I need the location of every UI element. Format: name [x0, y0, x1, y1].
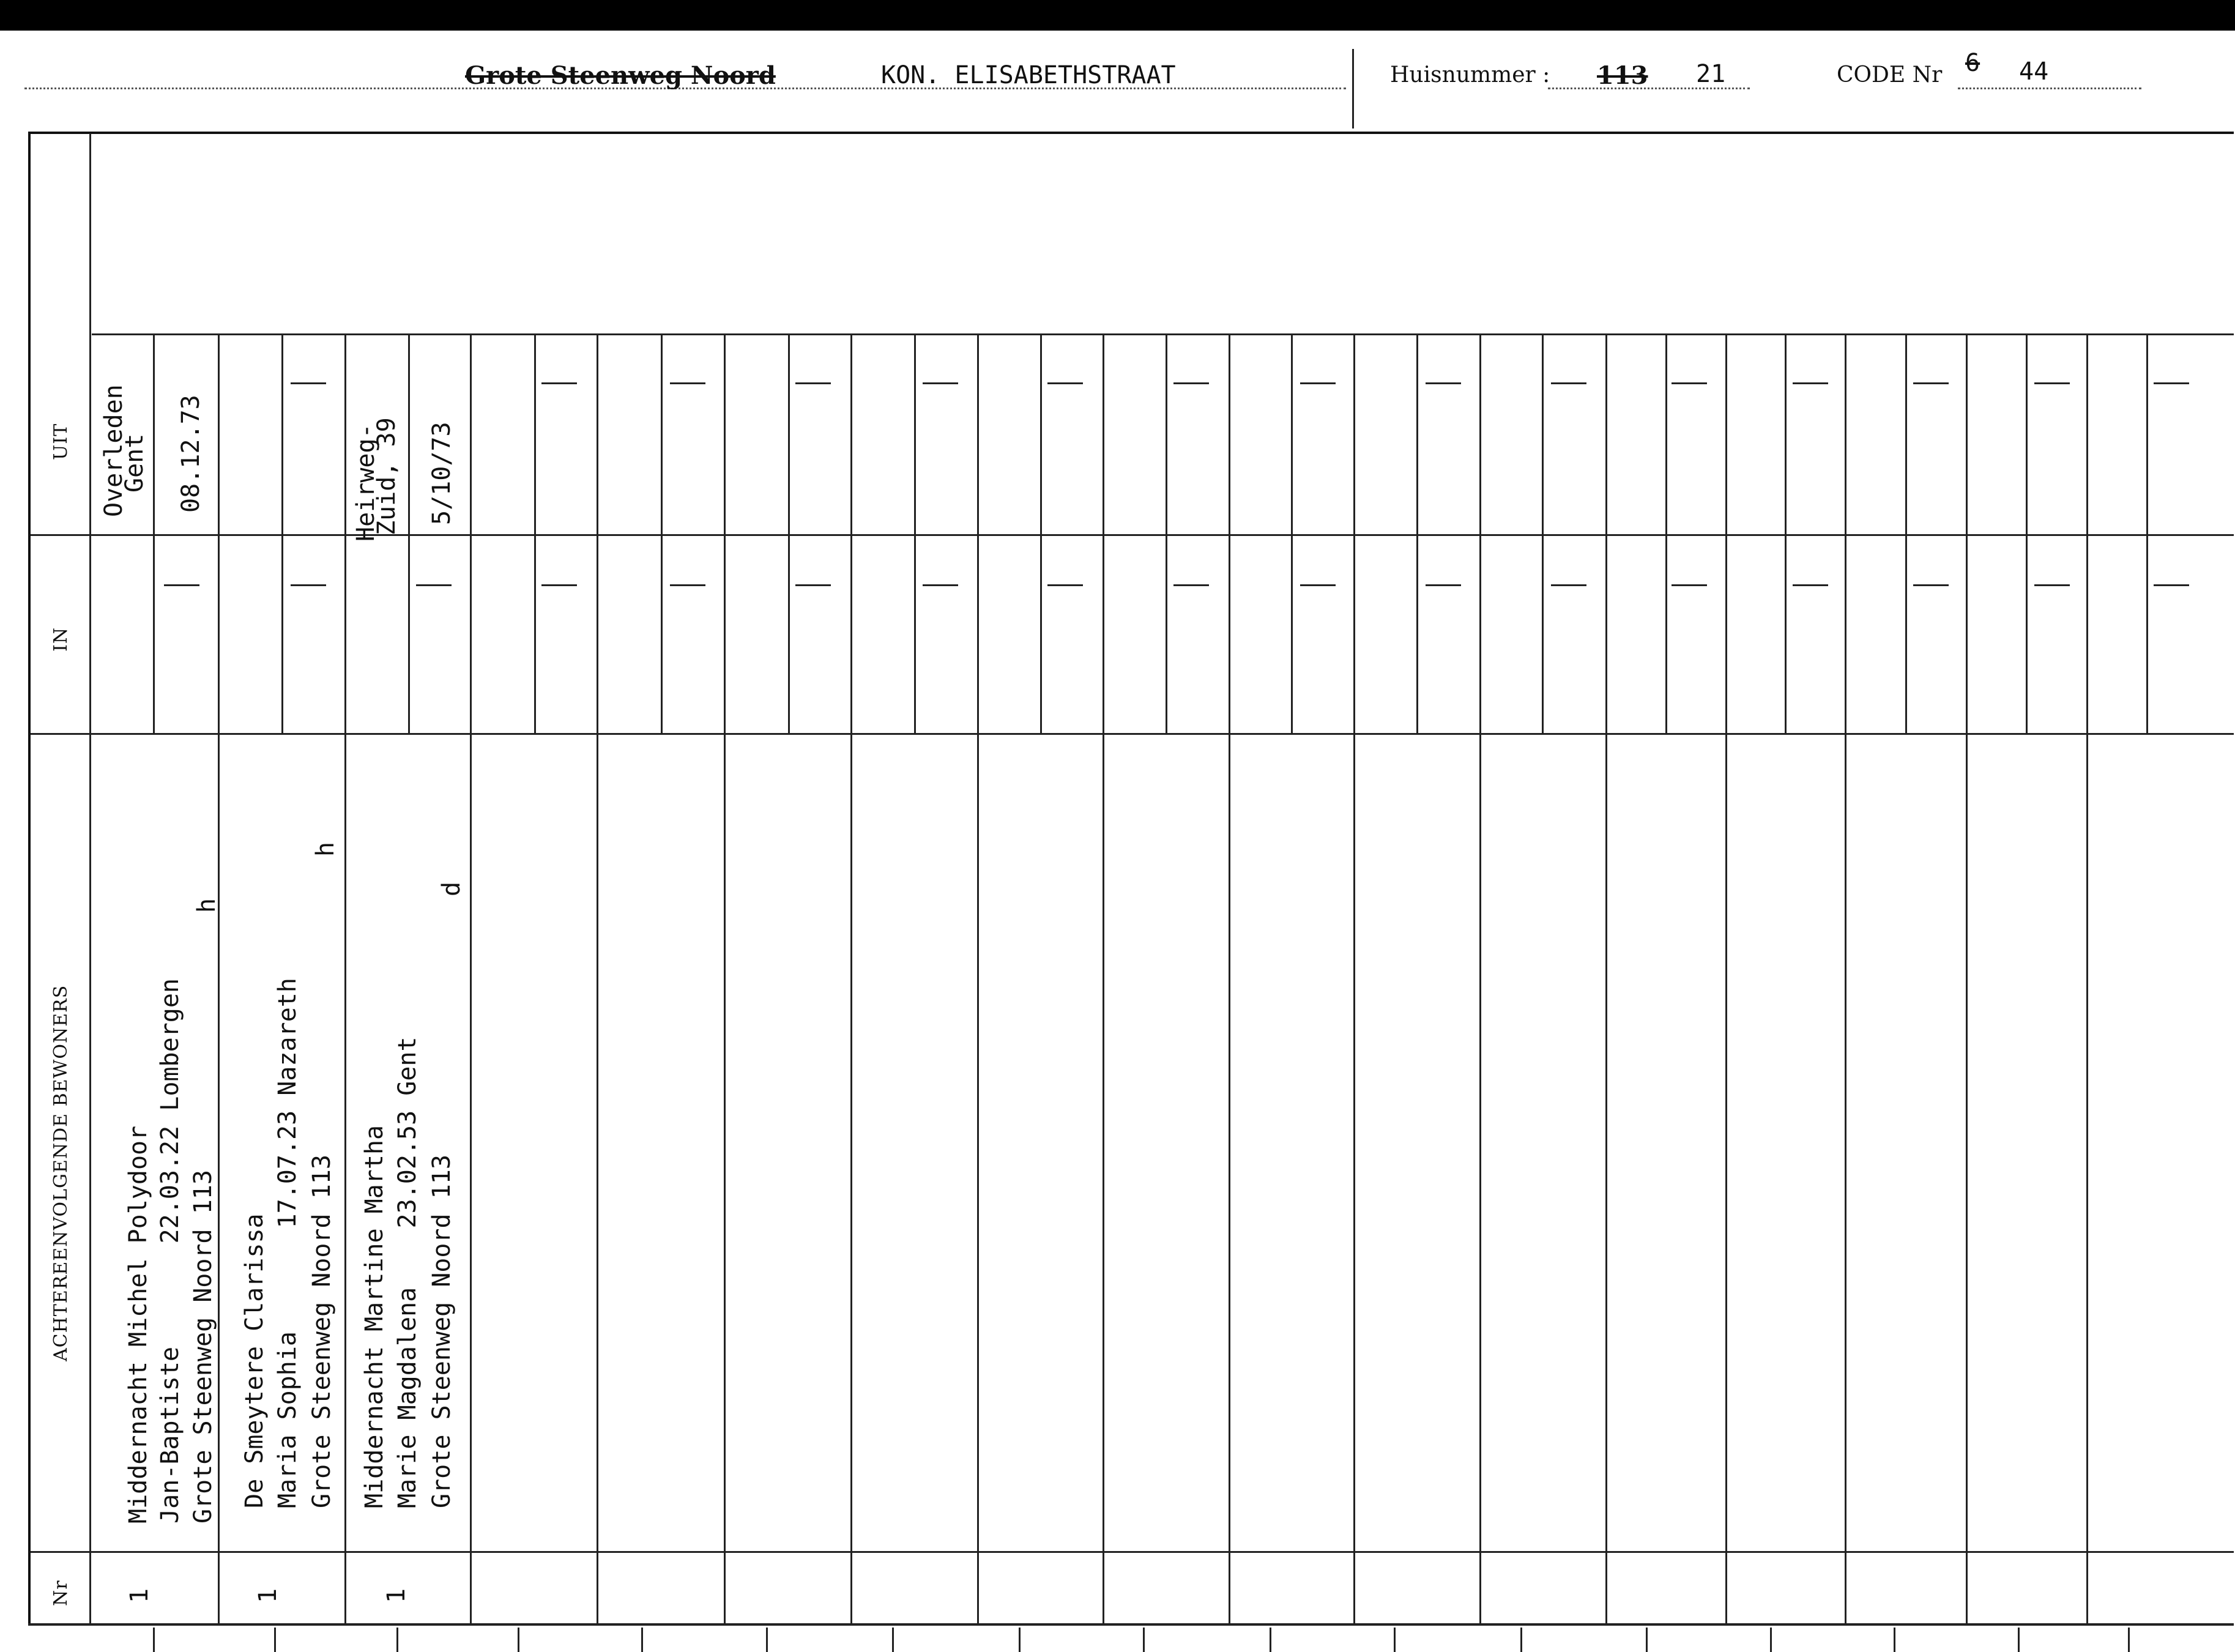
- blank-dash: [923, 382, 958, 384]
- bottom-tick: [1270, 1628, 1271, 1652]
- resident-3-uit-date: 5/10/73: [428, 422, 456, 525]
- blank-dash: [2034, 584, 2070, 586]
- bottom-border: [28, 1623, 2234, 1626]
- col-line: [977, 335, 979, 1624]
- bottom-tick: [892, 1628, 894, 1652]
- header-separator: [1352, 49, 1354, 128]
- label-nr: Nr: [50, 1580, 72, 1606]
- bottom-tick: [1770, 1628, 1772, 1652]
- bottom-tick: [766, 1628, 768, 1652]
- top-border: [0, 0, 2235, 31]
- resident-1-nr: 1: [125, 1588, 154, 1603]
- resident-2-mark: h: [311, 841, 340, 857]
- resident-3-birth: Marie Magdalena 23.02.53 Gent: [393, 1036, 422, 1508]
- blank-dash: [1793, 584, 1828, 586]
- bottom-tick: [1394, 1628, 1396, 1652]
- blank-dash: [795, 584, 831, 586]
- code-old: 6: [1965, 49, 1980, 77]
- row-border-bewoners-nr: [31, 1551, 2234, 1553]
- sub-col-line: [661, 335, 663, 733]
- blank-dash: [1047, 584, 1083, 586]
- resident-1-uit-place-2: Gent: [121, 433, 149, 493]
- blank-dash: [1426, 382, 1461, 384]
- sub-col-line: [1542, 335, 1544, 733]
- bottom-tick: [1143, 1628, 1145, 1652]
- bottom-tick: [2018, 1628, 2020, 1652]
- sub-col-line: [1040, 335, 1042, 733]
- col-line: [1605, 335, 1607, 1624]
- sub-col-line: [1166, 335, 1167, 733]
- resident-3-uit-place-1: Heirweg-: [352, 423, 380, 541]
- col-line: [724, 335, 726, 1624]
- col-line: [1479, 335, 1481, 1624]
- sub-col-line: [1905, 335, 1907, 733]
- col-line: [2086, 335, 2088, 1624]
- blank-dash: [291, 584, 326, 586]
- sub-col-line: [1416, 335, 1418, 733]
- blank-dash: [1047, 382, 1083, 384]
- resident-2-name: De Smeytere Clarissa: [240, 1213, 269, 1508]
- code-label: CODE Nr: [1837, 62, 1943, 87]
- resident-1-uit-place-1: Overleden: [100, 384, 128, 517]
- col-line: [1966, 335, 1968, 1624]
- code-dotline: [1958, 87, 2141, 89]
- sub-col-line: [2146, 335, 2148, 733]
- sub-col-line: [408, 335, 410, 733]
- row-border-top: [92, 333, 2234, 335]
- resident-1-name: Middernacht Michel Polydoor: [124, 1125, 152, 1524]
- bottom-tick: [2128, 1628, 2130, 1652]
- house-old: 113: [1597, 61, 1648, 90]
- blank-dash: [1672, 382, 1707, 384]
- sub-col-line: [534, 335, 536, 733]
- col-line: [1353, 335, 1355, 1624]
- resident-3-name: Middernacht Martine Martha: [360, 1125, 389, 1508]
- sub-col-line: [1665, 335, 1667, 733]
- house-label: Huisnummer :: [1390, 62, 1550, 87]
- sub-col-line: [153, 335, 155, 733]
- resident-1-uit-date: 08.12.73: [177, 395, 205, 513]
- bottom-tick: [518, 1628, 519, 1652]
- sub-col-line: [2026, 335, 2028, 733]
- col-line: [1229, 335, 1230, 1624]
- bottom-tick: [1646, 1628, 1648, 1652]
- resident-3-uit-place-2: Zuid, 39: [373, 417, 401, 535]
- resident-3-nr: 1: [382, 1588, 411, 1603]
- code-new: 44: [2019, 58, 2049, 86]
- bottom-tick: [274, 1628, 276, 1652]
- sub-col-line: [281, 335, 283, 733]
- col-line: [1845, 335, 1846, 1624]
- resident-2-nr: 1: [254, 1588, 282, 1603]
- bottom-tick: [1520, 1628, 1522, 1652]
- sub-col-line: [788, 335, 790, 733]
- col-line: [344, 335, 346, 1624]
- blank-dash: [670, 382, 705, 384]
- blank-dash: [541, 382, 577, 384]
- resident-3-address: Grote Steenweg Noord 113: [428, 1155, 456, 1508]
- resident-1-birth: Jan-Baptiste 22.03.22 Lombergen: [156, 978, 184, 1524]
- house-new: 21: [1696, 60, 1726, 88]
- bottom-tick: [153, 1628, 155, 1652]
- resident-3-mark: d: [437, 881, 466, 896]
- blank-dash: [541, 584, 577, 586]
- blank-dash: [1300, 382, 1336, 384]
- bottom-tick: [1894, 1628, 1895, 1652]
- bottom-tick: [641, 1628, 643, 1652]
- row-border-in-bewoners: [31, 733, 2234, 735]
- blank-dash: [2154, 382, 2189, 384]
- blank-dash: [2034, 382, 2070, 384]
- register-sheet: [28, 132, 2234, 1624]
- blank-dash: [1551, 382, 1586, 384]
- label-bewoners: ACHTEREENVOLGENDE BEWONERS: [50, 984, 72, 1361]
- sub-col-line: [1785, 335, 1787, 733]
- blank-dash: [1913, 382, 1949, 384]
- sub-col-line: [914, 335, 916, 733]
- resident-1-mark: h: [193, 898, 221, 913]
- resident-2-address: Grote Steenweg Noord 113: [308, 1155, 336, 1508]
- col-line: [1725, 335, 1727, 1624]
- bottom-tick: [396, 1628, 398, 1652]
- street-new: KON. ELISABETHSTRAAT: [881, 61, 1176, 89]
- sub-col-line: [1291, 335, 1293, 733]
- label-in: IN: [50, 627, 72, 652]
- blank-dash: [1672, 584, 1707, 586]
- col-line: [470, 335, 472, 1624]
- blank-dash: [1913, 584, 1949, 586]
- blank-dash: [1426, 584, 1461, 586]
- label-uit: UIT: [50, 423, 72, 460]
- label-column-border: [89, 133, 91, 1624]
- blank-dash: [416, 584, 452, 586]
- blank-dash: [164, 584, 199, 586]
- blank-dash: [1173, 584, 1209, 586]
- bottom-tick: [1019, 1628, 1021, 1652]
- col-line: [1103, 335, 1104, 1624]
- blank-dash: [1173, 382, 1209, 384]
- blank-dash: [795, 382, 831, 384]
- blank-dash: [2154, 584, 2189, 586]
- col-line: [850, 335, 852, 1624]
- blank-dash: [1793, 382, 1828, 384]
- blank-dash: [923, 584, 958, 586]
- blank-dash: [1551, 584, 1586, 586]
- blank-dash: [1300, 584, 1336, 586]
- street-old: Grote Steenweg Noord: [465, 61, 776, 90]
- blank-dash: [291, 382, 326, 384]
- col-line: [218, 335, 220, 1624]
- blank-dash: [670, 584, 705, 586]
- resident-1-address: Grote Steenweg Noord 113: [189, 1170, 217, 1524]
- resident-2-birth: Maria Sophia 17.07.23 Nazareth: [273, 978, 302, 1508]
- col-line: [597, 335, 598, 1624]
